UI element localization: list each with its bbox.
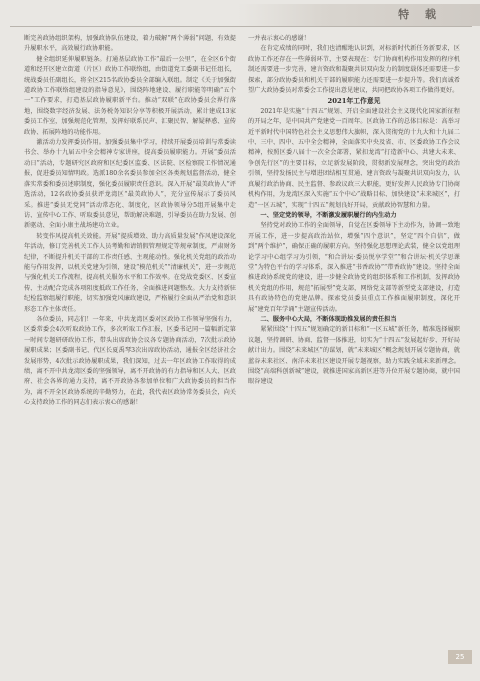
- page-number: 25: [448, 650, 472, 664]
- paragraph: 断完善政协组织架构，加强政协队伍建设，着力破解“两个薄弱”问题，有效提升履职水平，高效履行政协职能。: [24, 35, 236, 53]
- paragraph: 坚持党对政协工作的全面领导，自觉在区委领导下主动作为，协调一致地开展工作，进一步提高政治站位，增强“四个意识”，坚定“四个自信”，做到“两个维护”，确保正确的履职方向。坚持强化思想理论武装，健全以党组理论学习中心组学习为引领，“和合讲坛·委员悦享学堂”“和合讲坛·机关学思课堂”为特色平台的学习体系，深入推进“书香政协”“带香政协”建设。坚持全面推进政协系统党的建设，进一步健全政协党的组织体系和工作机制，发挥政协机关党组的作用，规范“拓展型”党支部，网络党支部等新型党支部建设，打造具有政协特色的党建品牌。探索党员委员重点工作推面履职制度，深化开展“建党百年学诵”主题宣传活动。: [248, 222, 460, 313]
- paragraph: 2021年是实施“十四五”规划、开启全面建设社会主义现代化国家新征程的开局之年，是中国共产党建党一百周年。区政协工作的总体目标是：高举习近平新时代中国特色社会主义思想伟大旗帜，深入贯彻党的十九大和十九届二中、三中、四中、五中全会精神，全面落实中央及省、市、区委政协工作会议精神，按照区委八届十一次全会部署，紧扣龙湾“打造新中心、共建大未来、争创先行区”的主要目标，立足新发展阶段，贯彻新发展理念，突出党的政治引领，坚持发扬民主与增进团结相互贯通、建言资政与凝聚共识双向发力，认真履行政治协商、民主监督、参政议政三大职能，更好发挥人民政协专门协商机构作用，为龙湾区深入实施“五个中心”战略目标、加快建设“未来城区”，打造“一区五城”，实现“十四五”规划良好开局，贡献政协智慧和力量。: [248, 107, 460, 209]
- paragraph: 一并表示衷心的感谢！: [248, 35, 310, 42]
- section-title: 2021年工作意见: [327, 97, 381, 106]
- paragraph: 健全组织延伸履职链条。打通基层政协工作“最后一公里”，在全区6个街道和经开区建立街道（片区）政协工作联络组，由街道党工委副书记任组长，统战委员任副组长，将全区215名政协委员全部编入联组。制定《关于加强街道政协工作联络组建设的指导意见》，围绕阵地建设、履行职能等明确“五个一”工作要求，打造基层政协履职新平台。推动“双联”在政协委员会界行落地，围绕数字经济发展、法务税务知识分享等积极开展活动，累计建成13家委员工作室，加强规范化管理，发挥好联系民声、汇聚民智、解疑释惑、宣传政协、拓展阵地的功能作用。: [24, 55, 236, 136]
- right-text-column: [248, 34, 460, 388]
- subsection-heading: 二、服务中心大局，不断体现助推发展的责任担当: [260, 315, 397, 323]
- paragraph: 激活动力发挥委员作用。加强委员集中学习，持续开展委员培训与常委读书会、举办十九届五中全会精神专家讲座，提高委员履职能力。开展“委员活动日”活动，专题研究区政府和区纪委区监委、区法院、区检察院工作情况通报，促进委员知情明政。选派180余名委员参加全区各类规划监督活动，健全落实常委和委员述职制度，强化委员履职责任意识。深入开展“最美政协人”评选活动，12名政协委员获评龙湾区“最美政协人”，充分宣传展示了委员风采。推进“委员无党同”活动常态化、制度化，区政协领导分5组开展集中走访、宣传中心工作、听取委员意见，帮助解决难题，引导委员在助力发展、创新驱动、全面小康主战场建功立业。: [24, 139, 236, 230]
- section-header-title: 特 载: [398, 8, 442, 21]
- paragraph: 各位委员，同志们！一年来，中共龙湾区委对区政协工作领导坚强有力，区委常委会4次听取政协工作，多次听取工作汇报，区委书记同一篇幅新定第一时间专题研研政协工作，带头出席政协会议各专题协商活动，7次批示政协履职成果；区委副书记、代区长夏禹琴3次出席政协活动，通报全区经济社会发展形势，4次批示政协履职成果，我们深知，过去一年区政协工作取得的成绩，离不开中共龙湾区委的坚强领导，离不开政协的有力指导和区人大、区政府、社会各界的通力支持，离不开政协各参加单位和广大政协委员的担当作为，离不开全区政协系统的辛勤努力，在此，我代表区政协常务委员会，向关心支持政协工作的同志们表示衷心的感谢！: [24, 315, 236, 407]
- header-banner: [238, 4, 480, 26]
- header-divider: [10, 26, 472, 27]
- left-text-column: [24, 34, 236, 409]
- paragraph: 在肯定成绩的同时，我们也清醒地认识到，对标新时代新任务新要求，区政协工作还存在一些薄弱环节，主要表现在：专门协商机构作用发挥的程序机制还需要进一步完善，建言资政和凝聚共识双向发力的制度载体还需要进一步探索，部分政协委员和机关干部的履职能力还需要进一步提升等。我们真诚希望广大政协委员对常委会工作提出意见建议，共同把政协各项工作做得更好。: [248, 45, 460, 95]
- paragraph: 紧紧围绕“十四五”规划确定的新目标和“一区五城”新任务，精准选择履职议题，坚持调研、协商、监督一体推进，切实为“十四五”发展起好步、开好局献计出力。围绕“未来城区”的谋划，就“未来城区”概念规划开展专题协商，就蓝谷未来社区、南洋未来社区建设开展专题视察，助力实践全域未来新理念。围绕“高端科创新城”建设，就推进国家高新区进等升位开展专题协商，就中国眼谷建设: [248, 326, 460, 386]
- subsection-heading: 一、坚定党的领导，不断激发履职履行的内生动力: [260, 211, 397, 219]
- paragraph: 转变作风提高机关效能。开展“提质增效、助力高质量发展”作风建设深化年活动，修订完善机关工作人员考勤和请销假管理规定等规章制度，严肃财务纪律，不断提升机关干部的工作责任感、主观能动性。强化机关党组的政治功能与作用发挥，以机关党建为引领，建设“模范机关”“清廉机关”，进一步规范与强化机关工作流程，提高机关服务水平和工作效率。在党战党委区、区委宣传、主动配合完成各项阻度抵政工作任务，全面推进问题整改。大力支持新驻纪检监察组履行职能，切实加强党风廉政建设，严格履行全面从严治党和意识形态工作主体责任。: [24, 232, 236, 313]
